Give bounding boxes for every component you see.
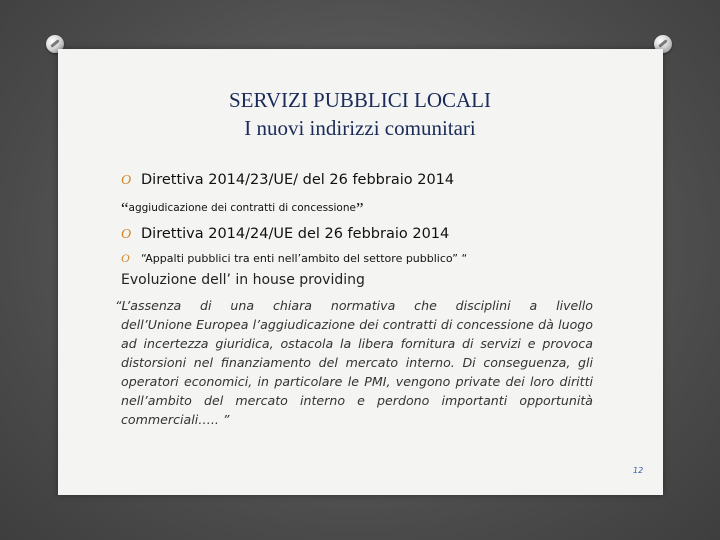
- subline-text: aggiudicazione dei contratti di concessione: [128, 202, 356, 214]
- slide-subtitle: I nuovi indirizzi comunitari: [244, 116, 476, 140]
- bullet-item: [121, 226, 449, 243]
- bullet-marker-icon: O: [121, 251, 130, 265]
- evolution-heading: Evoluzione dell’ in house providing: [121, 272, 365, 288]
- bullet-item: [121, 172, 454, 189]
- quote-open: “: [115, 298, 122, 313]
- bullet-text: Direttiva 2014/24/UE del 26 febbraio 2014: [141, 226, 450, 242]
- slide-title: SERVIZI PUBBLICI LOCALI: [229, 88, 491, 112]
- quote-first-line: L’assenza di una chiara normativa che disciplini a livello: [121, 298, 593, 313]
- bullet-text: Direttiva 2014/23/UE/ del 26 febbraio 2014: [141, 172, 455, 188]
- bullet-item: [121, 251, 467, 266]
- bullet-text: “Appalti pubblici tra enti nell’ambito del settore pubblico” “: [141, 252, 468, 265]
- bullet-subline: “aggiudicazione dei contratti di concessione”: [121, 199, 364, 218]
- bullet-marker-icon: O: [121, 173, 132, 188]
- quote-rest: dell’Unione Europea l’aggiudicazione dei contratti di concessione dà luogo ad incertezza giuridica, ostacola la libera fornitura di servizi e provoca distorsioni nel finanziamento del mercato interno. Di conseguenza, gli operatori economici, in particolare le PMI, vengono private dei loro diritti nell’ambito del mercato interno e perdono importanti opportunità commerciali….. ”: [121, 317, 593, 427]
- bullet-marker-icon: O: [121, 227, 132, 242]
- page-number: 12: [633, 466, 644, 475]
- quote-paragraph: [115, 296, 593, 429]
